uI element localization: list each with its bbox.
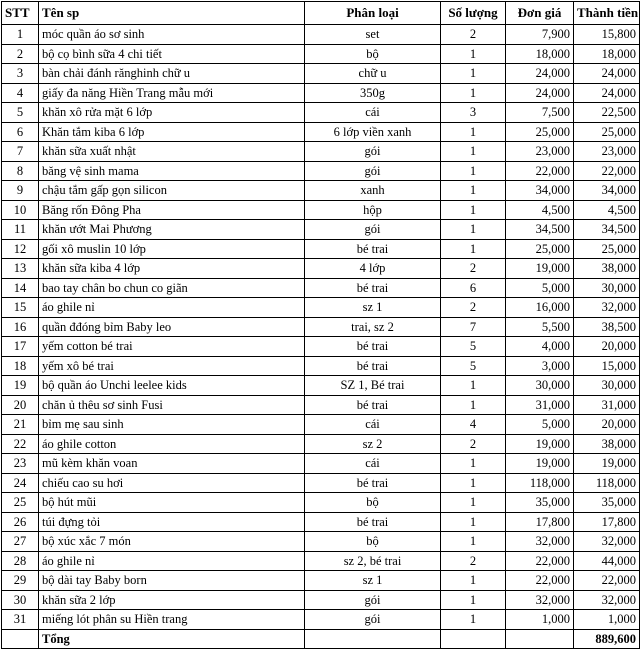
cell-unit-price: 4,500 <box>506 200 574 220</box>
cell-stt: 22 <box>2 434 39 454</box>
cell-line-total: 22,000 <box>574 161 640 181</box>
cell-quantity: 1 <box>441 220 506 240</box>
table-row <box>2 376 640 396</box>
cell-stt: 9 <box>2 181 39 201</box>
cell-product-name: chiếu cao su hơi <box>39 473 305 493</box>
cell-stt: 11 <box>2 220 39 240</box>
cell-category: hộp <box>305 200 441 220</box>
cell-line-total: 38,000 <box>574 259 640 279</box>
cell-product-name: bỉm mẹ sau sinh <box>39 415 305 435</box>
cell-stt: 17 <box>2 337 39 357</box>
cell-line-total: 20,000 <box>574 337 640 357</box>
table-row <box>2 103 640 123</box>
cell-quantity: 1 <box>441 610 506 630</box>
cell-product-name: móc quần áo sơ sinh <box>39 25 305 45</box>
cell-unit-price: 118,000 <box>506 473 574 493</box>
cell-category: SZ 1, Bé trai <box>305 376 441 396</box>
table-row <box>2 298 640 318</box>
cell-unit-price: 32,000 <box>506 590 574 610</box>
cell-product-name: bộ xúc xắc 7 món <box>39 532 305 552</box>
cell-product-name: quần đđóng bỉm Baby leo <box>39 317 305 337</box>
cell-unit-price: 5,500 <box>506 317 574 337</box>
cell-quantity: 1 <box>441 376 506 396</box>
cell-category: bé trai <box>305 278 441 298</box>
table-row <box>2 122 640 142</box>
cell-product-name: khăn ướt Mai Phương <box>39 220 305 240</box>
cell-product-name: miếng lót phân su Hiền trang <box>39 610 305 630</box>
cell-category: sz 1 <box>305 571 441 591</box>
cell-category: 350g <box>305 83 441 103</box>
cell-product-name: khăn sữa kiba 4 lớp <box>39 259 305 279</box>
cell-quantity: 1 <box>441 512 506 532</box>
cell-stt: 1 <box>2 25 39 45</box>
cell-category: bé trai <box>305 337 441 357</box>
cell-unit-price: 32,000 <box>506 532 574 552</box>
total-empty-cell <box>441 629 506 649</box>
cell-line-total: 24,000 <box>574 64 640 84</box>
cell-line-total: 38,500 <box>574 317 640 337</box>
cell-stt: 24 <box>2 473 39 493</box>
cell-quantity: 2 <box>441 551 506 571</box>
cell-quantity: 6 <box>441 278 506 298</box>
table-row <box>2 551 640 571</box>
cell-category: bé trai <box>305 239 441 259</box>
cell-category: bộ <box>305 532 441 552</box>
cell-product-name: Băng rốn Đông Pha <box>39 200 305 220</box>
cell-line-total: 22,500 <box>574 103 640 123</box>
cell-unit-price: 7,500 <box>506 103 574 123</box>
cell-product-name: bộ cọ bình sữa 4 chi tiết <box>39 44 305 64</box>
cell-quantity: 1 <box>441 473 506 493</box>
total-label: Tổng <box>39 629 305 649</box>
cell-category: bé trai <box>305 356 441 376</box>
cell-unit-price: 19,000 <box>506 454 574 474</box>
cell-product-name: khăn sữa xuất nhật <box>39 142 305 162</box>
table-row <box>2 142 640 162</box>
table-row <box>2 356 640 376</box>
cell-line-total: 32,000 <box>574 532 640 552</box>
cell-unit-price: 17,800 <box>506 512 574 532</box>
cell-line-total: 44,000 <box>574 551 640 571</box>
table-row <box>2 278 640 298</box>
total-empty-cell <box>305 629 441 649</box>
cell-quantity: 2 <box>441 434 506 454</box>
cell-unit-price: 5,000 <box>506 415 574 435</box>
table-row <box>2 337 640 357</box>
cell-product-name: túi đựng tỏi <box>39 512 305 532</box>
cell-line-total: 15,800 <box>574 25 640 45</box>
table-row <box>2 25 640 45</box>
cell-line-total: 20,000 <box>574 415 640 435</box>
cell-stt: 18 <box>2 356 39 376</box>
cell-stt: 10 <box>2 200 39 220</box>
cell-product-name: bộ quần áo Unchi leelee kids <box>39 376 305 396</box>
cell-quantity: 2 <box>441 259 506 279</box>
cell-line-total: 19,000 <box>574 454 640 474</box>
column-header-category: Phân loại <box>305 2 441 25</box>
cell-product-name: giấy đa năng Hiền Trang mẫu mới <box>39 83 305 103</box>
cell-unit-price: 24,000 <box>506 83 574 103</box>
cell-product-name: băng vệ sinh mama <box>39 161 305 181</box>
cell-unit-price: 1,000 <box>506 610 574 630</box>
cell-stt: 3 <box>2 64 39 84</box>
table-row <box>2 395 640 415</box>
cell-quantity: 1 <box>441 493 506 513</box>
cell-unit-price: 24,000 <box>506 64 574 84</box>
cell-quantity: 1 <box>441 161 506 181</box>
cell-stt: 8 <box>2 161 39 181</box>
cell-category: 4 lớp <box>305 259 441 279</box>
cell-quantity: 1 <box>441 200 506 220</box>
cell-category: cái <box>305 103 441 123</box>
cell-quantity: 1 <box>441 239 506 259</box>
cell-quantity: 1 <box>441 454 506 474</box>
table-row <box>2 473 640 493</box>
cell-product-name: khăn sữa 2 lớp <box>39 590 305 610</box>
cell-category: set <box>305 25 441 45</box>
cell-unit-price: 23,000 <box>506 142 574 162</box>
column-header-total: Thành tiền <box>574 2 640 25</box>
table-row <box>2 434 640 454</box>
cell-category: sz 2 <box>305 434 441 454</box>
cell-category: bộ <box>305 493 441 513</box>
cell-unit-price: 16,000 <box>506 298 574 318</box>
table-row <box>2 532 640 552</box>
cell-line-total: 4,500 <box>574 200 640 220</box>
cell-quantity: 3 <box>441 103 506 123</box>
cell-product-name: áo ghile nỉ <box>39 298 305 318</box>
cell-product-name: bao tay chân bo chun co giãn <box>39 278 305 298</box>
table-row <box>2 512 640 532</box>
cell-stt: 15 <box>2 298 39 318</box>
column-header-stt: STT <box>2 2 39 25</box>
cell-unit-price: 22,000 <box>506 161 574 181</box>
cell-unit-price: 25,000 <box>506 122 574 142</box>
column-header-quantity: Số lượng <box>441 2 506 25</box>
cell-unit-price: 25,000 <box>506 239 574 259</box>
cell-quantity: 1 <box>441 64 506 84</box>
table-row <box>2 259 640 279</box>
cell-category: gói <box>305 610 441 630</box>
cell-line-total: 118,000 <box>574 473 640 493</box>
grand-total-value: 889,600 <box>574 629 640 649</box>
cell-category: gói <box>305 142 441 162</box>
cell-category: sz 1 <box>305 298 441 318</box>
cell-quantity: 1 <box>441 181 506 201</box>
cell-stt: 27 <box>2 532 39 552</box>
cell-unit-price: 34,000 <box>506 181 574 201</box>
cell-line-total: 31,000 <box>574 395 640 415</box>
cell-stt: 14 <box>2 278 39 298</box>
cell-product-name: chăn ủ thêu sơ sinh Fusi <box>39 395 305 415</box>
table-row <box>2 64 640 84</box>
cell-stt: 6 <box>2 122 39 142</box>
cell-quantity: 1 <box>441 571 506 591</box>
invoice-table <box>1 1 640 649</box>
cell-unit-price: 7,900 <box>506 25 574 45</box>
cell-unit-price: 18,000 <box>506 44 574 64</box>
table-row <box>2 44 640 64</box>
table-row <box>2 571 640 591</box>
header-row <box>2 2 640 25</box>
cell-line-total: 24,000 <box>574 83 640 103</box>
cell-line-total: 25,000 <box>574 239 640 259</box>
total-stt-cell <box>2 629 39 649</box>
cell-stt: 28 <box>2 551 39 571</box>
table-row <box>2 590 640 610</box>
cell-stt: 31 <box>2 610 39 630</box>
cell-stt: 12 <box>2 239 39 259</box>
cell-category: gói <box>305 161 441 181</box>
table-row <box>2 181 640 201</box>
cell-product-name: Khăn tắm kiba 6 lớp <box>39 122 305 142</box>
cell-quantity: 1 <box>441 142 506 162</box>
cell-product-name: yếm xô bé trai <box>39 356 305 376</box>
cell-line-total: 34,000 <box>574 181 640 201</box>
cell-line-total: 18,000 <box>574 44 640 64</box>
table-row <box>2 161 640 181</box>
cell-product-name: áo ghile cotton <box>39 434 305 454</box>
cell-quantity: 4 <box>441 415 506 435</box>
cell-line-total: 32,000 <box>574 590 640 610</box>
cell-category: cái <box>305 415 441 435</box>
cell-line-total: 34,500 <box>574 220 640 240</box>
cell-quantity: 1 <box>441 532 506 552</box>
cell-category: bé trai <box>305 512 441 532</box>
cell-unit-price: 4,000 <box>506 337 574 357</box>
cell-category: gói <box>305 590 441 610</box>
cell-stt: 4 <box>2 83 39 103</box>
cell-line-total: 35,000 <box>574 493 640 513</box>
table-row <box>2 415 640 435</box>
cell-category: bé trai <box>305 473 441 493</box>
cell-quantity: 5 <box>441 337 506 357</box>
cell-stt: 5 <box>2 103 39 123</box>
cell-category: xanh <box>305 181 441 201</box>
total-empty-cell <box>506 629 574 649</box>
cell-quantity: 2 <box>441 25 506 45</box>
cell-quantity: 7 <box>441 317 506 337</box>
cell-line-total: 15,000 <box>574 356 640 376</box>
cell-stt: 23 <box>2 454 39 474</box>
table-row <box>2 610 640 630</box>
cell-unit-price: 31,000 <box>506 395 574 415</box>
cell-quantity: 1 <box>441 44 506 64</box>
cell-product-name: khăn xô rửa mặt 6 lớp <box>39 103 305 123</box>
cell-quantity: 5 <box>441 356 506 376</box>
table-row <box>2 239 640 259</box>
cell-line-total: 22,000 <box>574 571 640 591</box>
cell-category: bộ <box>305 44 441 64</box>
cell-stt: 30 <box>2 590 39 610</box>
cell-quantity: 2 <box>441 298 506 318</box>
cell-product-name: yếm cotton bé trai <box>39 337 305 357</box>
table-row <box>2 220 640 240</box>
total-row <box>2 629 640 649</box>
cell-quantity: 1 <box>441 590 506 610</box>
cell-category: gói <box>305 220 441 240</box>
cell-line-total: 1,000 <box>574 610 640 630</box>
cell-line-total: 25,000 <box>574 122 640 142</box>
column-header-name: Tên sp <box>39 2 305 25</box>
cell-product-name: bộ dài tay Baby born <box>39 571 305 591</box>
cell-unit-price: 19,000 <box>506 259 574 279</box>
cell-quantity: 1 <box>441 122 506 142</box>
column-header-unit-price: Đơn giá <box>506 2 574 25</box>
cell-stt: 26 <box>2 512 39 532</box>
cell-unit-price: 3,000 <box>506 356 574 376</box>
cell-quantity: 1 <box>441 83 506 103</box>
table-row <box>2 200 640 220</box>
table-row <box>2 83 640 103</box>
cell-category: 6 lớp viền xanh <box>305 122 441 142</box>
cell-product-name: bàn chải đánh rănghinh chữ u <box>39 64 305 84</box>
cell-line-total: 30,000 <box>574 278 640 298</box>
cell-line-total: 23,000 <box>574 142 640 162</box>
cell-stt: 13 <box>2 259 39 279</box>
cell-unit-price: 34,500 <box>506 220 574 240</box>
table-row <box>2 317 640 337</box>
cell-unit-price: 30,000 <box>506 376 574 396</box>
cell-product-name: mũ kèm khăn voan <box>39 454 305 474</box>
cell-stt: 25 <box>2 493 39 513</box>
cell-stt: 16 <box>2 317 39 337</box>
cell-category: trai, sz 2 <box>305 317 441 337</box>
cell-stt: 2 <box>2 44 39 64</box>
cell-unit-price: 19,000 <box>506 434 574 454</box>
cell-product-name: gối xô muslin 10 lớp <box>39 239 305 259</box>
cell-stt: 21 <box>2 415 39 435</box>
cell-unit-price: 5,000 <box>506 278 574 298</box>
table-body <box>2 25 640 630</box>
cell-category: cái <box>305 454 441 474</box>
cell-line-total: 32,000 <box>574 298 640 318</box>
cell-line-total: 30,000 <box>574 376 640 396</box>
cell-category: bé trai <box>305 395 441 415</box>
cell-category: sz 2, bé trai <box>305 551 441 571</box>
cell-stt: 20 <box>2 395 39 415</box>
cell-stt: 19 <box>2 376 39 396</box>
cell-quantity: 1 <box>441 395 506 415</box>
cell-product-name: bộ hút mũi <box>39 493 305 513</box>
cell-stt: 29 <box>2 571 39 591</box>
cell-line-total: 17,800 <box>574 512 640 532</box>
cell-unit-price: 35,000 <box>506 493 574 513</box>
cell-product-name: áo ghile nỉ <box>39 551 305 571</box>
table-row <box>2 493 640 513</box>
cell-product-name: chậu tắm gấp gọn silicon <box>39 181 305 201</box>
cell-stt: 7 <box>2 142 39 162</box>
table-row <box>2 454 640 474</box>
cell-line-total: 38,000 <box>574 434 640 454</box>
cell-unit-price: 22,000 <box>506 551 574 571</box>
cell-category: chữ u <box>305 64 441 84</box>
cell-unit-price: 22,000 <box>506 571 574 591</box>
